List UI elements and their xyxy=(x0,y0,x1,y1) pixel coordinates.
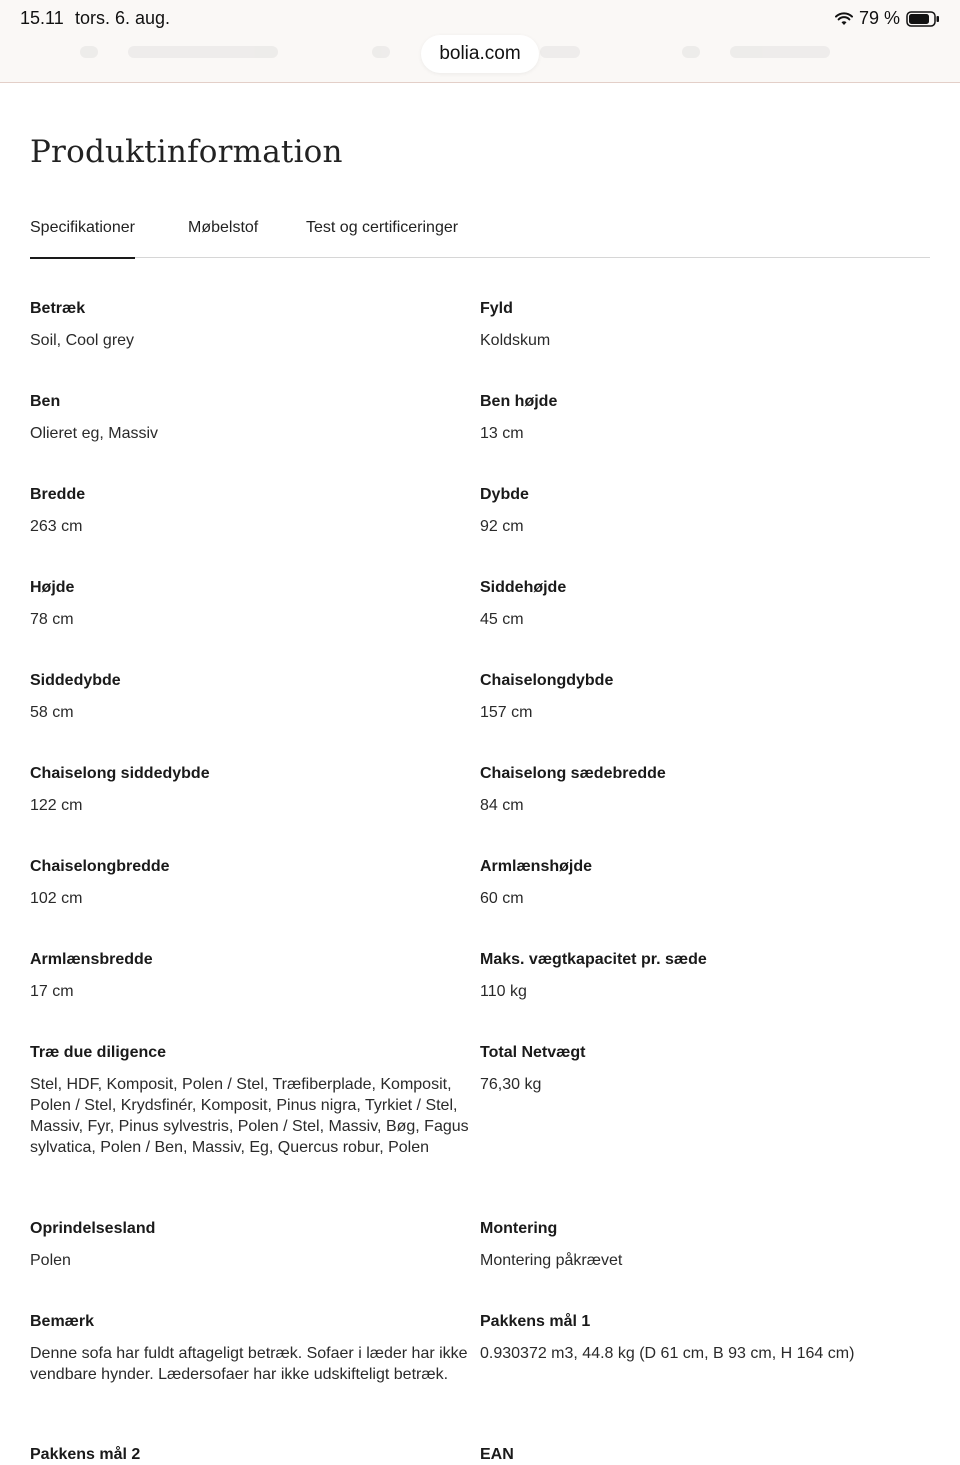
spec-label: Træ due diligence xyxy=(30,1044,167,1061)
spec-item xyxy=(480,578,930,630)
spec-value: Soil, Cool grey xyxy=(30,332,135,349)
spec-item xyxy=(480,857,930,909)
spec-value: 17 cm xyxy=(30,983,74,1000)
spec-item xyxy=(30,857,470,909)
spec-label: Armlænshøjde xyxy=(480,858,593,875)
spec-value: 122 cm xyxy=(30,797,83,814)
spec-item xyxy=(30,764,470,816)
spec-value: 60 cm xyxy=(480,890,524,907)
spec-value: 0.930372 m3, 44.8 kg (D 61 cm, B 93 cm, H 164 cm) xyxy=(480,1345,855,1362)
spec-item xyxy=(480,764,930,816)
spec-value: Montering påkrævet xyxy=(480,1252,623,1269)
spec-value: 110 kg xyxy=(480,983,527,1000)
spec-label: Siddedybde xyxy=(30,672,121,689)
spec-label: Chaiselong sædebredde xyxy=(480,765,666,782)
spec-label: Chaiselong siddedybde xyxy=(30,765,210,782)
spec-label: Pakkens mål 2 xyxy=(30,1446,141,1463)
spec-item xyxy=(30,1219,470,1271)
spec-value: 78 cm xyxy=(30,611,74,628)
spec-item xyxy=(30,1312,470,1385)
url-bar[interactable]: bolia.com xyxy=(421,35,539,73)
spec-label: Total Netvægt xyxy=(480,1044,586,1061)
spec-item xyxy=(480,671,930,723)
wifi-icon xyxy=(835,12,853,26)
spec-value: 263 cm xyxy=(30,518,83,535)
spec-value: 92 cm xyxy=(480,518,524,535)
spec-label: Fyld xyxy=(480,300,513,317)
spec-label: Montering xyxy=(480,1220,558,1237)
tab-test-og-certificeringer[interactable]: Test og certificeringer xyxy=(306,219,459,236)
spec-item xyxy=(480,392,930,444)
spec-item xyxy=(480,1445,930,1465)
spec-label: Ben xyxy=(30,393,61,410)
spec-label: Armlænsbredde xyxy=(30,951,153,968)
spec-item xyxy=(30,950,470,1002)
spec-item xyxy=(480,1043,930,1095)
spec-value: Koldskum xyxy=(480,332,551,349)
page-title: Produktinformation xyxy=(30,134,343,170)
spec-item xyxy=(30,485,470,537)
spec-value: 13 cm xyxy=(480,425,524,442)
status-time: 15.11 xyxy=(20,8,64,28)
spec-value: 157 cm xyxy=(480,704,533,721)
battery-percent: 79 % xyxy=(858,8,900,28)
status-date: tors. 6. aug. xyxy=(75,8,171,28)
spec-item xyxy=(30,671,470,723)
tab-specifikationer[interactable]: Specifikationer xyxy=(30,219,135,258)
spec-item xyxy=(30,1043,470,1158)
spec-value: 84 cm xyxy=(480,797,524,814)
spec-label: Chaiselongbredde xyxy=(30,858,170,875)
spec-label: Betræk xyxy=(30,300,86,317)
spec-item xyxy=(30,392,470,444)
spec-item xyxy=(480,299,930,351)
spec-value: Polen xyxy=(30,1252,71,1269)
spec-value: Denne sofa har fuldt aftageligt betræk. Sofaer i læder har ikke vendbare hynder. Lædersofaer har ikke udskifteligt betræk. xyxy=(30,1345,468,1383)
spec-label: Højde xyxy=(30,579,75,596)
spec-label: Dybde xyxy=(480,486,529,503)
tab-mobelstof[interactable]: Møbelstof xyxy=(188,219,259,236)
spec-label: Bemærk xyxy=(30,1313,95,1330)
spec-item xyxy=(480,1312,930,1364)
spec-item xyxy=(480,950,930,1002)
spec-label: EAN xyxy=(480,1446,514,1463)
spec-label: Siddehøjde xyxy=(480,579,567,596)
spec-label: Ben højde xyxy=(480,393,558,410)
spec-item xyxy=(30,299,470,351)
browser-top-bar xyxy=(0,0,960,83)
spec-value: 58 cm xyxy=(30,704,74,721)
tab-bar xyxy=(30,219,930,258)
spec-label: Oprindelsesland xyxy=(30,1220,156,1237)
spec-value: 102 cm xyxy=(30,890,83,907)
battery-icon xyxy=(906,11,940,27)
status-right xyxy=(835,8,940,29)
spec-item xyxy=(30,1445,470,1465)
spec-value: 45 cm xyxy=(480,611,524,628)
spec-label: Pakkens mål 1 xyxy=(480,1313,591,1330)
spec-label: Chaiselongdybde xyxy=(480,672,614,689)
spec-label: Maks. vægtkapacitet pr. sæde xyxy=(480,951,707,968)
spec-value: Olieret eg, Massiv xyxy=(30,425,159,442)
spec-value: Stel, HDF, Komposit, Polen / Stel, Træfiberplade, Komposit, Polen / Stel, Krydsfinér, Komposit, Pinus nigra, Tyrkiet / Stel, Massiv, Fyr, Pinus sylvestris, Polen / Stel, Massiv, Bøg, Fagus sylvatica, Polen / Ben, Massiv, Eg, Quercus robur, Polen xyxy=(30,1076,469,1156)
spec-item xyxy=(480,485,930,537)
spec-value: 76,30 kg xyxy=(480,1076,542,1093)
spec-item xyxy=(480,1219,930,1271)
spec-item xyxy=(30,578,470,630)
spec-label: Bredde xyxy=(30,486,86,503)
